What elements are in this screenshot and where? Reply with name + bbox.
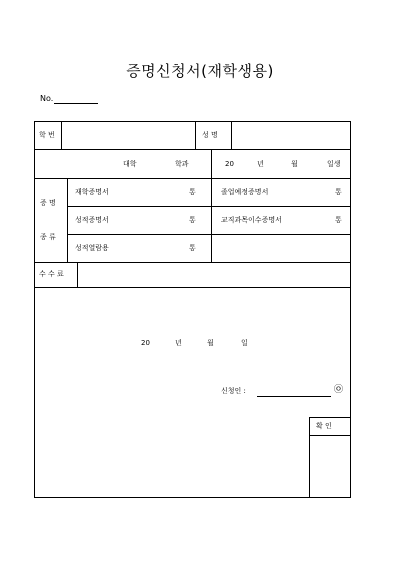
name-field[interactable] [235, 127, 347, 145]
birth-year-prefix: 20 [225, 160, 234, 168]
cert-teaching-course: 교직과목이수증명서 [221, 216, 282, 224]
cert-transcript-view: 성적열람용 [75, 244, 109, 252]
application-year-unit: 년 [175, 339, 182, 347]
cert-enrollment-unit: 통 [189, 188, 196, 196]
form-title: 증명신청서(재학생용) [126, 62, 274, 80]
col-divider [195, 122, 196, 149]
row-divider [35, 178, 351, 179]
department-label: 학과 [175, 160, 189, 168]
form-table [34, 121, 351, 498]
cert-enrollment: 재학증명서 [75, 188, 109, 196]
cert-expected-graduation-unit: 통 [335, 188, 342, 196]
name-label: 성 명 [202, 131, 218, 139]
applicant-label: 신청인 : [221, 387, 246, 395]
form-number-label: No. [40, 94, 54, 103]
application-day-unit: 일 [241, 339, 248, 347]
application-year-prefix: 20 [141, 339, 150, 347]
col-divider [231, 122, 232, 149]
student-id-label: 학 번 [39, 131, 55, 139]
confirm-label: 확 인 [316, 422, 332, 430]
cert-type-label-top: 증 명 [40, 199, 56, 207]
fee-label: 수 수 료 [39, 270, 64, 278]
row-divider [35, 287, 351, 288]
cert-type-label-bottom: 종 류 [40, 233, 56, 241]
col-divider [211, 178, 212, 262]
student-id-field[interactable] [69, 127, 191, 145]
form-number-field[interactable] [54, 103, 98, 104]
fee-field[interactable] [81, 266, 347, 284]
confirm-box-divider [309, 435, 351, 436]
cert-teaching-course-unit: 통 [335, 216, 342, 224]
birth-month-unit: 월 [291, 160, 298, 168]
col-divider [61, 122, 62, 149]
confirm-box-left [309, 417, 310, 498]
col-divider [67, 178, 68, 262]
birth-day-unit: 일생 [327, 160, 341, 168]
application-month-unit: 월 [207, 339, 214, 347]
row-divider [35, 149, 351, 150]
cert-transcript: 성적증명서 [75, 216, 109, 224]
col-divider [211, 149, 212, 178]
row-divider [67, 234, 351, 235]
confirm-box-top [309, 417, 351, 418]
row-divider [67, 206, 351, 207]
confirm-stamp-area[interactable] [311, 439, 349, 496]
cert-transcript-view-unit: 통 [189, 244, 196, 252]
university-label: 대학 [123, 160, 137, 168]
applicant-signature-field[interactable] [257, 396, 331, 397]
birth-year-unit: 년 [257, 160, 264, 168]
cert-transcript-unit: 통 [189, 216, 196, 224]
col-divider [77, 262, 78, 287]
seal-icon: ㉧ [334, 385, 344, 395]
row-divider [35, 262, 351, 263]
cert-expected-graduation: 졸업예정증명서 [221, 188, 269, 196]
